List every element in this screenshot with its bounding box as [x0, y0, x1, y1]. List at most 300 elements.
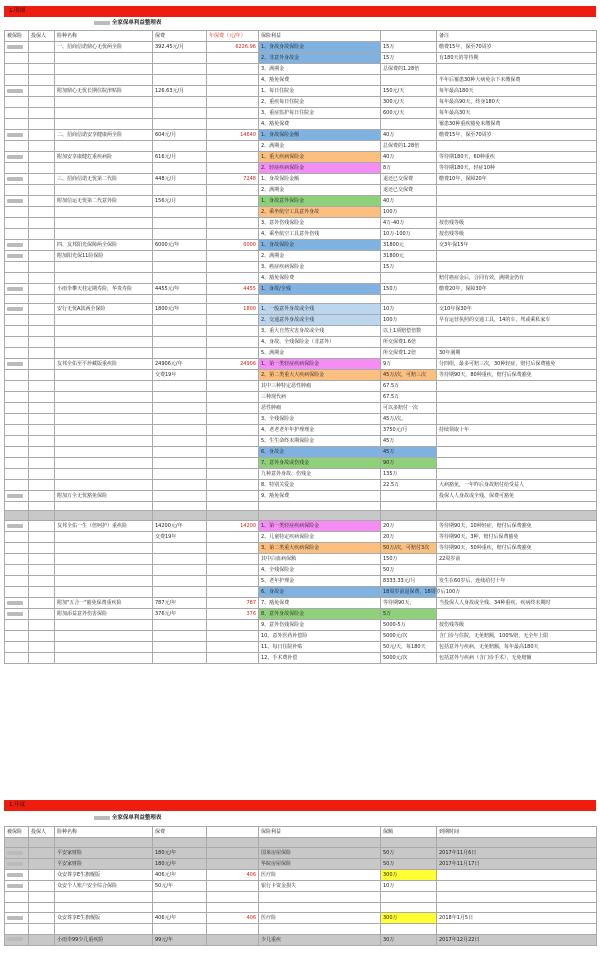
cell [5, 642, 29, 653]
cell [55, 565, 153, 576]
cell [5, 185, 29, 196]
cell: 缴费15年，保至70周岁 [437, 130, 597, 141]
cell [437, 924, 597, 934]
cell [29, 598, 55, 609]
cell: 90万 [381, 458, 437, 469]
cell: 18周岁前退保费，18周岁后100万 [381, 587, 437, 598]
cell [55, 370, 153, 381]
cell: 包括意外与疾病（含门诊手术），无免赔额 [437, 653, 597, 664]
cell: 一、招商信诺鼎心无忧两全险 [55, 42, 153, 53]
cell: 三、招商信诺无忧第二代险 [55, 174, 153, 185]
cell: 等待期180天，60种重疾 [437, 152, 597, 163]
redacted-name [7, 862, 23, 866]
cell [5, 304, 29, 315]
cell [55, 108, 153, 119]
cell [5, 620, 29, 631]
table-row [5, 152, 597, 163]
cell [5, 337, 29, 348]
cell [437, 458, 597, 469]
cell [437, 609, 597, 620]
cell [207, 653, 259, 664]
cell: 四、友邦阳光保障两全保险 [55, 240, 153, 251]
table-row [5, 609, 597, 620]
cell: 二、招商信诺安享健康两全险 [55, 130, 153, 141]
cell [153, 326, 207, 337]
cell [207, 119, 259, 130]
cell [207, 848, 259, 859]
cell: 22.5万 [381, 480, 437, 491]
cell: 12、手术费补偿 [259, 653, 381, 664]
cell [5, 934, 29, 945]
cell [29, 348, 55, 359]
cell [437, 414, 597, 425]
cell [55, 392, 153, 403]
cell: 华皖房屋保险 [259, 859, 381, 870]
cell: 缴费15年，保至70周岁 [437, 42, 597, 53]
table-row [5, 64, 597, 75]
cell: 友邦全佑一生（倍呵护）重疾险 [55, 521, 153, 532]
cell: 6000元/年 [153, 240, 207, 251]
cell [381, 491, 437, 502]
cell [29, 934, 55, 945]
cell: 银行卡资金损失 [259, 881, 381, 892]
cell: 8、意外身故保险金 [259, 609, 381, 620]
cell [207, 86, 259, 97]
cell [29, 240, 55, 251]
cell: 持续领取十年 [437, 425, 597, 436]
cell [5, 392, 29, 403]
cell [207, 554, 259, 565]
cell [29, 326, 55, 337]
cell: 九种意外身故、伤残金 [259, 469, 381, 480]
cell [29, 838, 55, 848]
cell [153, 653, 207, 664]
cell [5, 64, 29, 75]
cell: 2、第二类重大大疾病保险金 [259, 370, 381, 381]
cell: 6226.96 [207, 42, 259, 53]
cell [5, 152, 29, 163]
table-row [5, 75, 597, 86]
cell: 40万 [381, 130, 437, 141]
cell [153, 565, 207, 576]
cell: 10万 [381, 304, 437, 315]
cell: 30年满期 [437, 348, 597, 359]
cell [29, 163, 55, 174]
cell [55, 229, 153, 240]
cell: 所交保费1.2倍 [381, 348, 437, 359]
cell [5, 609, 29, 620]
cell [207, 381, 259, 392]
cell [55, 207, 153, 218]
cell: 5000-5万 [381, 620, 437, 631]
cell [55, 262, 153, 273]
cell: 1、身故保险金额 [259, 174, 381, 185]
cell: 1、一般意外身故或全残 [259, 304, 381, 315]
cell [5, 892, 29, 902]
cell: 7248 [207, 174, 259, 185]
cell [153, 892, 207, 902]
redacted-name [7, 612, 23, 616]
cell: 2018年1月5日 [437, 913, 597, 924]
table-row [5, 42, 597, 53]
cell [5, 491, 29, 502]
cell [29, 75, 55, 86]
cell [29, 587, 55, 598]
cell [207, 295, 259, 304]
cell: 4、乘坐航空工具意外伤残 [259, 229, 381, 240]
cell: 50元/天，每180天 [381, 642, 437, 653]
cell [5, 218, 29, 229]
cell [207, 511, 259, 521]
cell [55, 631, 153, 642]
cell [153, 185, 207, 196]
table-row [5, 642, 597, 653]
cell [437, 502, 597, 511]
cell [207, 392, 259, 403]
cell: 448元/月 [153, 174, 207, 185]
cell [55, 554, 153, 565]
cell: 安行无忧A款两全保险 [55, 304, 153, 315]
cell [207, 587, 259, 598]
cell [55, 447, 153, 458]
cell: 15万 [381, 262, 437, 273]
cell: 7、意外身故或伤残金 [259, 458, 381, 469]
cell [153, 381, 207, 392]
cell: 恶性肿瘤 [259, 403, 381, 414]
cell [5, 859, 29, 870]
cell [153, 97, 207, 108]
cell [5, 881, 29, 892]
cell: 100万 [381, 207, 437, 218]
cell [29, 251, 55, 262]
cell: 9、豁免保费 [259, 491, 381, 502]
cell [29, 848, 55, 859]
cell [207, 414, 259, 425]
cell [29, 511, 55, 521]
cell: 1、身故保险金 [259, 240, 381, 251]
cell [5, 838, 29, 848]
cell [29, 870, 55, 881]
table-row [5, 119, 597, 130]
cell [5, 576, 29, 587]
table-row [5, 284, 597, 295]
cell: 等待期90天，3种，赔付后保费豁免 [437, 532, 597, 543]
cell: 180元/年 [153, 848, 207, 859]
cell [5, 447, 29, 458]
cell: 45万/次。 [381, 414, 437, 425]
redacted-name [7, 601, 23, 605]
cell: 5000元/次 [381, 653, 437, 664]
cell [29, 425, 55, 436]
cell [29, 284, 55, 295]
cell [207, 64, 259, 75]
table-row [5, 436, 597, 447]
cell [29, 892, 55, 902]
cell: 126.63元/月 [153, 86, 207, 97]
cell [55, 469, 153, 480]
redacted-name [7, 494, 23, 498]
cell [5, 240, 29, 251]
cell: 2、儿童特定疾病保险金 [259, 532, 381, 543]
cell [207, 565, 259, 576]
cell: 40万 [381, 152, 437, 163]
cell: 5、满期金 [259, 348, 381, 359]
redacted-name [94, 21, 110, 25]
cell [153, 273, 207, 284]
cell [153, 315, 207, 326]
cell: 发生在60岁后，连续给付十年 [437, 576, 597, 587]
cell [55, 543, 153, 554]
table-row [5, 653, 597, 664]
cell [153, 642, 207, 653]
cell: 31800元 [381, 251, 437, 262]
cell: 医疗险 [259, 870, 381, 881]
cell [5, 381, 29, 392]
cell [153, 207, 207, 218]
cell [29, 392, 55, 403]
cell: 8万 [381, 163, 437, 174]
cell: 14200元/年 [153, 521, 207, 532]
redacted-name [7, 89, 23, 93]
cell [207, 108, 259, 119]
cell: 156元/月 [153, 196, 207, 207]
cell: 8、特别关爱金 [259, 480, 381, 491]
cell: 2、满期金 [259, 141, 381, 152]
cell: 三种现代病 [259, 392, 381, 403]
cell [5, 653, 29, 664]
cell: 附加万全无忧豁免保险 [55, 491, 153, 502]
table-row [5, 348, 597, 359]
cell [5, 543, 29, 554]
cell [153, 902, 207, 912]
cell [207, 642, 259, 653]
cell [5, 273, 29, 284]
cell [381, 273, 437, 284]
cell: 总保费的1.28倍 [381, 141, 437, 152]
cell [29, 64, 55, 75]
table-header: 被保险 投保人 险种名称 保费 保险利益 保额 到期时间 [5, 827, 597, 838]
redacted-name [7, 937, 23, 941]
cell [153, 414, 207, 425]
table-row [5, 521, 597, 532]
cell: 2017年11月17日 [437, 859, 597, 870]
cell [5, 598, 29, 609]
table-row [5, 86, 597, 97]
cell [153, 64, 207, 75]
cell [5, 75, 29, 86]
redacted-name [7, 177, 23, 181]
cell [381, 295, 437, 304]
table-header: 被保险 投保人 险种名称 保费 年保费（元/年） 保险利益 备注 [5, 31, 597, 42]
cell [207, 53, 259, 64]
cell [29, 642, 55, 653]
cell: 众安尊享E生旗舰版 [55, 913, 153, 924]
cell [207, 229, 259, 240]
cell [29, 576, 55, 587]
cell [153, 576, 207, 587]
cell [5, 119, 29, 130]
cell: 4、老老老年年护理理金 [259, 425, 381, 436]
cell [29, 609, 55, 620]
cell [5, 913, 29, 924]
cell [29, 262, 55, 273]
cell [5, 521, 29, 532]
cell: 平安家财险 [55, 848, 153, 859]
cell [207, 480, 259, 491]
table-row [5, 934, 597, 945]
cell [437, 447, 597, 458]
cell: 20万 [381, 521, 437, 532]
cell: 10、意外医药补偿险 [259, 631, 381, 642]
cell: 600元/天 [381, 108, 437, 119]
cell: 150万 [381, 554, 437, 565]
cell [5, 229, 29, 240]
cell: 2、轻症疾病保险金 [259, 163, 381, 174]
cell: 3、重大自然灾害身故或全残 [259, 326, 381, 337]
cell: 交费19年 [153, 532, 207, 543]
table-row [5, 480, 597, 491]
cell: 总保费的1.28倍 [381, 64, 437, 75]
cell: 3、第二类重大疾病保险金 [259, 543, 381, 554]
cell: 等待期90天，50种重疾，赔付后保费豁免 [437, 543, 597, 554]
cell [207, 902, 259, 912]
cell [153, 631, 207, 642]
table-row [5, 326, 597, 337]
table-row [5, 892, 597, 902]
cell [259, 892, 381, 902]
table-row [5, 554, 597, 565]
section-bar [4, 800, 596, 811]
cell: 2、乘坐航空工具意外身故 [259, 207, 381, 218]
cell [5, 86, 29, 97]
cell: 所交保费1.6倍 [381, 337, 437, 348]
cell: 50万/次，可赔付3次 [381, 543, 437, 554]
table-row [5, 620, 597, 631]
cell [259, 502, 381, 511]
cell: 4、身故、全残保险金（非意外） [259, 337, 381, 348]
cell: 5、老年护理金 [259, 576, 381, 587]
cell: 392.45元/月 [153, 42, 207, 53]
cell: 22周岁前 [437, 554, 597, 565]
cell: 2017年12月22日 [437, 934, 597, 945]
cell [29, 273, 55, 284]
cell: 45万 [381, 436, 437, 447]
cell [207, 924, 259, 934]
cell: 1、身故保险金额 [259, 130, 381, 141]
cell [153, 511, 207, 521]
cell [153, 620, 207, 631]
cell [29, 141, 55, 152]
table-row [5, 532, 597, 543]
cell [207, 97, 259, 108]
redacted-name [7, 199, 23, 203]
cell [207, 576, 259, 587]
cell [5, 511, 29, 521]
cell [5, 436, 29, 447]
redacted-name [7, 524, 23, 528]
cell [153, 587, 207, 598]
cell [5, 870, 29, 881]
cell [29, 108, 55, 119]
cell: 40万 [381, 196, 437, 207]
cell [55, 425, 153, 436]
table-row [5, 848, 597, 859]
cell: 分四组，最多可赔三次，30种轻症，赔付后保费豁免 [437, 359, 597, 370]
redacted-name [7, 243, 23, 247]
cell: 6000 [207, 240, 259, 251]
cell [29, 86, 55, 97]
cell: 小雨伞99少儿重疾险 [55, 934, 153, 945]
cell [259, 924, 381, 934]
section-bar [4, 6, 596, 17]
cell: 150元/天 [381, 86, 437, 97]
cell: 787 [207, 598, 259, 609]
table-row [5, 469, 597, 480]
cell: 2017年11月6日 [437, 848, 597, 859]
cell: 10万 [381, 881, 437, 892]
table-row [5, 130, 597, 141]
cell [29, 620, 55, 631]
cell: 6、身故金 [259, 587, 381, 598]
cell: 5、生生命终末期保险金 [259, 436, 381, 447]
cell [5, 53, 29, 64]
cell [153, 838, 207, 848]
cell [29, 229, 55, 240]
cell [55, 414, 153, 425]
cell [207, 892, 259, 902]
cell [153, 543, 207, 554]
cell [207, 934, 259, 945]
cell [55, 480, 153, 491]
cell: 以上1项赔偿倍数 [381, 326, 437, 337]
table-row [5, 174, 597, 185]
cell: 交3年保15年 [437, 240, 597, 251]
cell: 180元/年 [153, 859, 207, 870]
cell: 按伤残等级 [437, 218, 597, 229]
table-row [5, 229, 597, 240]
cell: 交10年保30年 [437, 304, 597, 315]
cell [437, 436, 597, 447]
cell: 3、全残保险金 [259, 414, 381, 425]
cell [153, 392, 207, 403]
cell: 2、重疾每日住院金 [259, 97, 381, 108]
cell: 其中白血病保额 [259, 554, 381, 565]
cell [5, 262, 29, 273]
section-title: 1.年度 [9, 802, 26, 808]
cell [437, 141, 597, 152]
cell [29, 119, 55, 130]
cell: 缴费10年，保障20年 [437, 174, 597, 185]
cell [55, 141, 153, 152]
cell: 小雨伞攀天桂定期寿险，华贵寿险 [55, 284, 153, 295]
cell [5, 284, 29, 295]
cell: 1800 [207, 304, 259, 315]
cell [29, 359, 55, 370]
table-row [5, 543, 597, 554]
cell [29, 174, 55, 185]
cell [153, 218, 207, 229]
cell: 24906 [207, 359, 259, 370]
cell: 1、第一类轻症疾病保险金 [259, 521, 381, 532]
cell [29, 196, 55, 207]
cell [29, 97, 55, 108]
cell [437, 251, 597, 262]
cell [55, 315, 153, 326]
redacted-name [7, 155, 23, 159]
cell: 4、豁免保费 [259, 119, 381, 130]
cell: 1、每日住院金 [259, 86, 381, 97]
cell [55, 924, 153, 934]
